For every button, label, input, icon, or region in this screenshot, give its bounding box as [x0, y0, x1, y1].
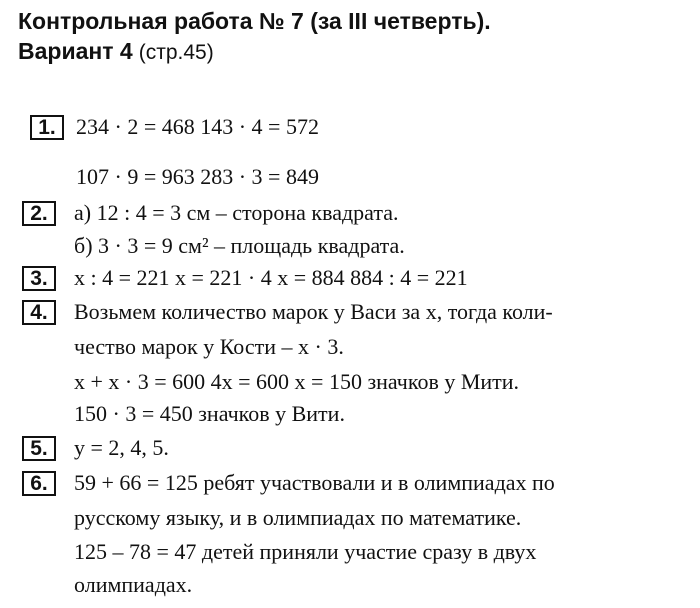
variant-label: Вариант 4 [18, 38, 133, 64]
page-reference: (стр.45) [138, 41, 214, 64]
task-4-line-2: чество марок у Кости – x · 3. [74, 334, 344, 359]
task-1-line-1: 234 · 2 = 468 143 · 4 = 572 [76, 114, 319, 139]
task-2-line-2: б) 3 · 3 = 9 см² – площадь квадрата. [74, 233, 405, 258]
task-number-6: 6. [22, 471, 56, 496]
task-4-line-3: x + x · 3 = 600 4x = 600 x = 150 значков у Мити. [74, 369, 520, 394]
task-number-1: 1. [30, 115, 64, 140]
task-number-3: 3. [22, 266, 56, 291]
task-4-line-1: Возьмем количество марок у Васи за x, тогда коли- [74, 299, 553, 324]
task-6-line-4: олимпиадах. [74, 572, 193, 597]
task-6-line-2: русскому языку, и в олимпиадах по математике. [74, 505, 522, 530]
task-1-line-2: 107 · 9 = 963 283 · 3 = 849 [76, 164, 319, 189]
page-title: Контрольная работа № 7 (за III четверть). [18, 8, 491, 34]
task-3-line-1: x : 4 = 221 x = 221 · 4 x = 884 884 : 4 = 221 [74, 265, 468, 290]
variant-line [18, 36, 491, 68]
task-6-line-1: 59 + 66 = 125 ребят участвовали и в олимпиадах по [74, 470, 555, 495]
task-number-4: 4. [22, 300, 56, 325]
task-2-line-1: а) 12 : 4 = 3 см – сторона квадрата. [74, 200, 399, 225]
task-6-line-3: 125 – 78 = 47 детей приняли участие сразу в двух [74, 539, 537, 564]
task-5-line-1: y = 2, 4, 5. [74, 435, 169, 460]
page-header [18, 6, 491, 68]
task-4-line-4: 150 · 3 = 450 значков у Вити. [74, 401, 345, 426]
task-number-5: 5. [22, 436, 56, 461]
task-number-2: 2. [22, 201, 56, 226]
